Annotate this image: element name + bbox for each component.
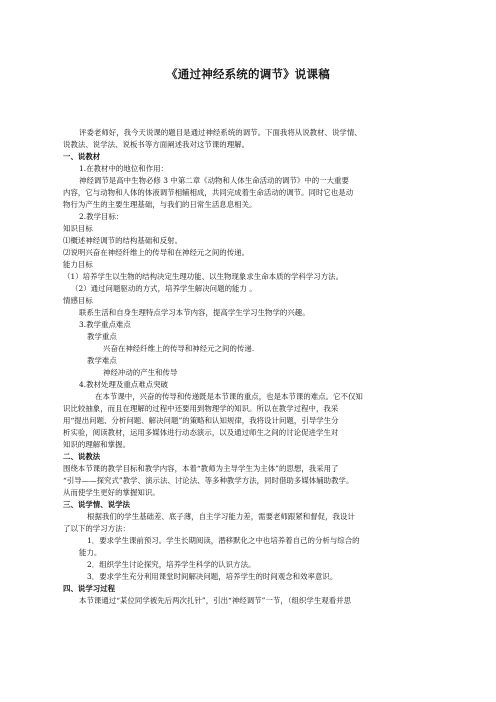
section-heading-4: 四、说学习过程 [63,584,116,593]
list-item: 2．组织学生讨论探究，培养学生科学的认识方法。 [87,560,256,569]
goal-item: ⑵说明兴奋在神经纤维上的传导和在神经元之间的传递。 [63,248,250,257]
key-point-label: 教学重点 [87,332,117,341]
paragraph-line: 用“提出问题、分析问题、解决问题”的策略和认知规律，我将设计问题，引导学生分 [63,416,339,425]
goal-item: 联系生活和自身生理特点学习本节内容，提高学生学习生物学的兴趣。 [79,308,310,317]
paragraph-line: 识比较抽象，而且在理解的过程中还要用到物理学的知识。所以在教学过程中，我采 [63,404,339,413]
subheading-treatment: 4.教材处理及重点难点突破 [79,380,168,389]
goal-label-emotion: 情感目标 [63,296,93,305]
section-heading-3: 三、说学情、说学法 [63,500,130,509]
list-item: 3．要求学生充分利用课堂时间解决问题，培养学生的时间观念和效率意识。 [87,572,338,581]
subheading-position: 1.在教材中的地位和作用： [79,164,168,173]
list-item: 1．要求学生课前预习。学生长期阅读，潜移默化之中也培养着自己的分析与综合的 [87,536,360,545]
intro-line-2: 说教法、说学法、说板书等方面阐述我对这节课的理解。 [63,140,250,149]
paragraph-line: 在本节课中，兴奋的传导和传递既是本节课的重点，也是本节课的难点。它不仅知 [95,392,363,401]
goal-item: （1）培养学生以生物的结构决定生理功能、以生物现象求生命本质的学科学习方法。 [63,272,344,281]
document-title: 《通过神经系统的调节》说课稿 [166,67,330,81]
paragraph-line: 本节课通过“某位同学被先后两次扎针”，引出“神经调节”一节，（组织学生观看并思 [79,596,352,605]
difficulty-text: 神经冲动的产生和传导 [103,368,178,377]
paragraph-line: 内容，它与动物和人体的体液调节相辅相成，共同完成着生命活动的调节。同时它也是动 [63,188,354,197]
key-point-text: 兴奋在神经纤维上的传导和神经元之间的传递. [103,344,255,353]
subheading-key-points: 3.教学重点难点 [79,320,131,329]
paragraph-line: 知识的理解和掌握。 [63,440,130,449]
goal-item: （2）通过问题驱动的方式，培养学生解决问题的能力 。 [71,284,257,293]
paragraph-line: 神经调节是高中生物必修 3 中第二章《动物和人体生命活动的调节》中的一大重要 [79,176,349,185]
difficulty-label: 教学难点 [87,356,117,365]
goal-label-knowledge: 知识目标 [63,224,93,233]
goal-item: ⑴概述神经调节的结构基础和反射。 [63,236,183,245]
section-heading-1: 一、说教材 [63,152,101,161]
subheading-goals: 2.教学目标： [79,212,124,221]
paragraph-line: 从而使学生更好的掌握知识。 [63,488,160,497]
paragraph-line: 围绕本节课的教学目标和教学内容，本着“教师为主导学生为主体”的思想，我采用了 [63,464,339,473]
list-item-continued: 能力。 [79,548,102,557]
paragraph-line: “引导——探究式”教学、演示法、讨论法、等多种教学方法，同时借助多媒体辅助教学。 [63,476,354,485]
paragraph-line: 析实验，阅读教材，运用多媒体进行动态演示，以及通过师生之间的讨论促进学生对 [63,428,339,437]
goal-label-ability: 能力目标 [63,260,93,269]
paragraph-line: 了以下的学习方法： [63,524,130,533]
paragraph-line: 物行为产生的主要生理基础，与我们的日常生活息息相关。 [63,200,257,209]
intro-line-1: 评委老师好，我今天说课的题目是通过神经系统的调节。下面我将从说教材、说学情、 [79,128,362,137]
section-heading-2: 二、说教法 [63,452,101,461]
paragraph-line: 根据我们的学生基础差、底子薄，自主学习能力差，需要老师跟紧和督促，我设计 [87,512,355,521]
